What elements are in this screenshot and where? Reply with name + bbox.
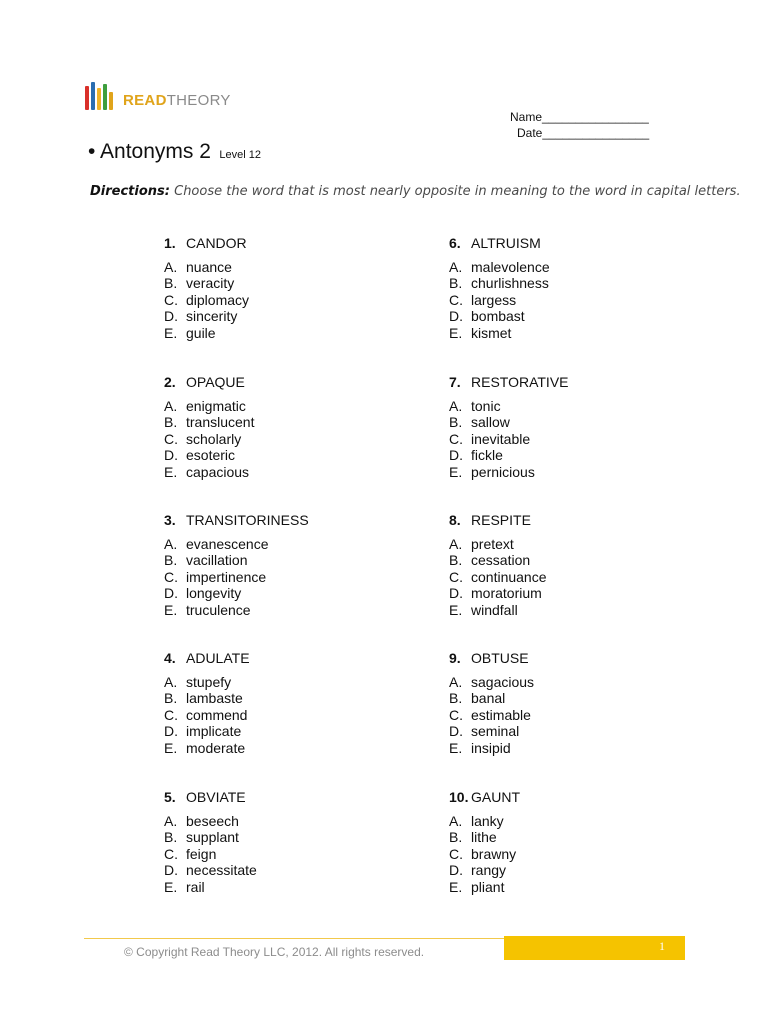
option-letter: D. <box>164 723 178 740</box>
option-text: feign <box>186 845 217 862</box>
answer-option[interactable] <box>449 569 689 585</box>
question-7 <box>449 374 689 480</box>
question-number: 6. <box>449 235 461 251</box>
answer-option[interactable] <box>164 536 404 552</box>
option-letter: A. <box>164 674 178 690</box>
question-number: 5. <box>164 789 176 805</box>
option-letter: A. <box>449 398 463 414</box>
logo-bar <box>91 82 95 110</box>
option-letter: A. <box>164 813 178 829</box>
option-letter: E. <box>164 739 178 756</box>
option-text: pliant <box>471 878 505 895</box>
option-letter: D. <box>449 723 463 740</box>
option-text: supplant <box>186 829 239 846</box>
option-text: enigmatic <box>186 398 246 414</box>
option-text: scholarly <box>186 430 242 447</box>
answer-option[interactable] <box>449 707 689 723</box>
option-letter: C. <box>164 706 178 723</box>
question-2 <box>164 374 404 480</box>
question-8 <box>449 512 689 618</box>
answer-option[interactable] <box>449 259 689 275</box>
option-text: diplomacy <box>186 291 250 308</box>
question-heading <box>164 789 404 813</box>
question-heading <box>164 235 404 259</box>
option-text: pernicious <box>471 463 535 480</box>
option-letter: B. <box>449 552 463 569</box>
date-field[interactable]: Date________________ <box>517 126 650 140</box>
answer-option[interactable] <box>164 879 404 895</box>
option-text: guile <box>186 324 216 341</box>
option-text: continuance <box>471 568 547 585</box>
question-3 <box>164 512 404 618</box>
answer-option[interactable] <box>449 275 689 291</box>
answer-option[interactable] <box>164 325 404 341</box>
level-label: Level 12 <box>219 149 261 161</box>
answer-option[interactable] <box>449 464 689 480</box>
answer-option[interactable] <box>449 585 689 601</box>
option-text: fickle <box>471 447 503 464</box>
option-text: cessation <box>471 552 531 569</box>
option-text: kismet <box>471 324 512 341</box>
question-heading <box>164 512 404 536</box>
option-letter: A. <box>449 259 463 275</box>
option-text: esoteric <box>186 447 236 464</box>
option-letter: D. <box>449 447 463 464</box>
answer-option[interactable] <box>449 723 689 739</box>
option-letter: E. <box>164 878 178 895</box>
option-letter: C. <box>164 568 178 585</box>
option-letter: B. <box>449 414 463 431</box>
option-letter: D. <box>164 862 178 879</box>
question-number: 8. <box>449 512 461 528</box>
title-text: • Antonyms 2 <box>88 140 211 163</box>
option-text: moratorium <box>471 585 542 602</box>
answer-option[interactable] <box>164 690 404 706</box>
option-text: nuance <box>186 259 232 275</box>
footer-page-box <box>504 936 685 960</box>
option-letter: E. <box>449 601 463 618</box>
books-logo-icon <box>84 82 118 110</box>
logo-bar <box>103 84 107 110</box>
option-letter: C. <box>449 845 463 862</box>
option-letter: D. <box>449 308 463 325</box>
option-text: pretext <box>471 536 514 552</box>
option-text: implicate <box>186 723 242 740</box>
option-letter: B. <box>164 552 178 569</box>
option-text: seminal <box>471 723 520 740</box>
option-letter: E. <box>449 878 463 895</box>
answer-option[interactable] <box>449 308 689 324</box>
footer-copyright: © Copyright Read Theory LLC, 2012. All rights reserved. <box>124 945 425 959</box>
answer-option[interactable] <box>449 862 689 878</box>
question-number: 7. <box>449 374 461 390</box>
answer-option[interactable] <box>449 325 689 341</box>
answer-option[interactable] <box>164 846 404 862</box>
question-word: RESTORATIVE <box>471 374 569 390</box>
option-letter: B. <box>449 690 463 707</box>
page-title <box>88 140 261 164</box>
option-letter: B. <box>164 829 178 846</box>
answer-option[interactable] <box>164 829 404 845</box>
answer-option[interactable] <box>164 447 404 463</box>
question-1 <box>164 235 404 341</box>
option-text: tonic <box>471 398 501 414</box>
answer-option[interactable] <box>164 723 404 739</box>
question-number: 1. <box>164 235 176 251</box>
answer-option[interactable] <box>449 813 689 829</box>
answer-option[interactable] <box>164 414 404 430</box>
answer-option[interactable] <box>164 259 404 275</box>
option-text: sallow <box>471 414 510 431</box>
answer-option[interactable] <box>164 674 404 690</box>
answer-option[interactable] <box>164 431 404 447</box>
answer-option[interactable] <box>164 813 404 829</box>
question-word: ADULATE <box>186 650 250 666</box>
question-word: ALTRUISM <box>471 235 541 251</box>
answer-option[interactable] <box>164 464 404 480</box>
option-text: evanescence <box>186 536 269 552</box>
answer-option[interactable] <box>449 431 689 447</box>
option-letter: D. <box>449 585 463 602</box>
answer-option[interactable] <box>164 569 404 585</box>
option-text: truculence <box>186 601 251 618</box>
answer-option[interactable] <box>164 552 404 568</box>
option-letter: C. <box>449 568 463 585</box>
option-text: windfall <box>471 601 518 618</box>
option-text: banal <box>471 690 506 707</box>
option-letter: E. <box>164 324 178 341</box>
directions-text: Choose the word that is most nearly opposite in meaning to the word in capital letters. <box>169 184 741 199</box>
answer-option[interactable] <box>449 829 689 845</box>
option-text: beseech <box>186 813 239 829</box>
logo-bar <box>97 88 101 110</box>
logo-wordmark <box>123 92 231 109</box>
question-heading <box>449 789 689 813</box>
option-letter: C. <box>164 430 178 447</box>
option-text: stupefy <box>186 674 232 690</box>
option-text: translucent <box>186 414 255 431</box>
page-number: 1 <box>659 939 665 953</box>
option-letter: A. <box>449 813 463 829</box>
option-text: capacious <box>186 463 250 480</box>
option-text: rangy <box>471 862 507 879</box>
answer-option[interactable] <box>449 602 689 618</box>
question-number: 9. <box>449 650 461 666</box>
question-word: RESPITE <box>471 512 531 528</box>
question-4 <box>164 650 404 756</box>
option-letter: E. <box>164 601 178 618</box>
option-letter: E. <box>449 324 463 341</box>
answer-option[interactable] <box>449 292 689 308</box>
answer-option[interactable] <box>164 740 404 756</box>
option-letter: A. <box>449 674 463 690</box>
option-text: impertinence <box>186 568 267 585</box>
option-text: estimable <box>471 706 531 723</box>
option-text: brawny <box>471 845 517 862</box>
option-letter: C. <box>449 291 463 308</box>
question-word: CANDOR <box>186 235 247 251</box>
option-letter: A. <box>449 536 463 552</box>
option-text: lanky <box>471 813 504 829</box>
answer-option[interactable] <box>164 398 404 414</box>
answer-option[interactable] <box>164 602 404 618</box>
option-text: inevitable <box>471 430 531 447</box>
question-6 <box>449 235 689 341</box>
option-letter: D. <box>164 585 178 602</box>
option-letter: B. <box>164 275 178 292</box>
option-text: largess <box>471 291 517 308</box>
option-letter: D. <box>449 862 463 879</box>
directions-label: Directions: <box>90 184 170 199</box>
question-heading <box>449 650 689 674</box>
question-word: OPAQUE <box>186 374 245 390</box>
answer-option[interactable] <box>449 447 689 463</box>
name-field[interactable]: Name________________ <box>510 110 649 124</box>
answer-option[interactable] <box>164 292 404 308</box>
option-letter: A. <box>164 536 178 552</box>
option-letter: C. <box>449 430 463 447</box>
question-9 <box>449 650 689 756</box>
option-letter: A. <box>164 398 178 414</box>
option-letter: E. <box>164 463 178 480</box>
logo-bar <box>109 92 113 110</box>
logo-bar <box>85 86 89 110</box>
logo-theory-text: THEORY <box>166 92 231 109</box>
option-text: lithe <box>471 829 497 846</box>
option-letter: B. <box>449 275 463 292</box>
option-text: churlishness <box>471 275 549 292</box>
answer-option[interactable] <box>449 398 689 414</box>
question-heading <box>449 512 689 536</box>
option-letter: D. <box>164 308 178 325</box>
option-letter: C. <box>164 291 178 308</box>
answer-option[interactable] <box>164 275 404 291</box>
option-text: veracity <box>186 275 235 292</box>
question-10 <box>449 789 689 895</box>
option-letter: E. <box>449 739 463 756</box>
option-text: bombast <box>471 308 525 325</box>
answer-option[interactable] <box>449 674 689 690</box>
option-text: insipid <box>471 739 511 756</box>
question-heading <box>164 374 404 398</box>
question-word: OBVIATE <box>186 789 246 805</box>
question-word: TRANSITORINESS <box>186 512 309 528</box>
option-letter: D. <box>164 447 178 464</box>
answer-option[interactable] <box>449 690 689 706</box>
answer-option[interactable] <box>164 308 404 324</box>
option-text: sincerity <box>186 308 238 325</box>
question-word: GAUNT <box>471 789 520 805</box>
answer-option[interactable] <box>449 740 689 756</box>
question-word: OBTUSE <box>471 650 529 666</box>
question-heading <box>164 650 404 674</box>
question-heading <box>449 374 689 398</box>
directions <box>90 184 741 199</box>
option-letter: B. <box>164 414 178 431</box>
option-text: moderate <box>186 739 246 756</box>
question-number: 2. <box>164 374 176 390</box>
answer-option[interactable] <box>164 707 404 723</box>
answer-option[interactable] <box>449 536 689 552</box>
option-text: commend <box>186 706 248 723</box>
option-text: malevolence <box>471 259 550 275</box>
option-text: necessitate <box>186 862 257 879</box>
option-text: rail <box>186 878 205 895</box>
answer-option[interactable] <box>449 552 689 568</box>
question-number: 10. <box>449 789 469 805</box>
readtheory-logo <box>84 82 234 112</box>
logo-read-text: READ <box>123 92 167 109</box>
option-letter: C. <box>449 706 463 723</box>
option-letter: C. <box>164 845 178 862</box>
answer-option[interactable] <box>449 846 689 862</box>
option-letter: B. <box>164 690 178 707</box>
option-text: sagacious <box>471 674 535 690</box>
option-text: vacillation <box>186 552 248 569</box>
option-letter: E. <box>449 463 463 480</box>
option-text: longevity <box>186 585 242 602</box>
option-letter: A. <box>164 259 178 275</box>
option-text: lambaste <box>186 690 243 707</box>
question-number: 3. <box>164 512 176 528</box>
answer-option[interactable] <box>164 585 404 601</box>
answer-option[interactable] <box>449 414 689 430</box>
question-heading <box>449 235 689 259</box>
question-number: 4. <box>164 650 176 666</box>
answer-option[interactable] <box>449 879 689 895</box>
answer-option[interactable] <box>164 862 404 878</box>
question-5 <box>164 789 404 895</box>
option-letter: B. <box>449 829 463 846</box>
